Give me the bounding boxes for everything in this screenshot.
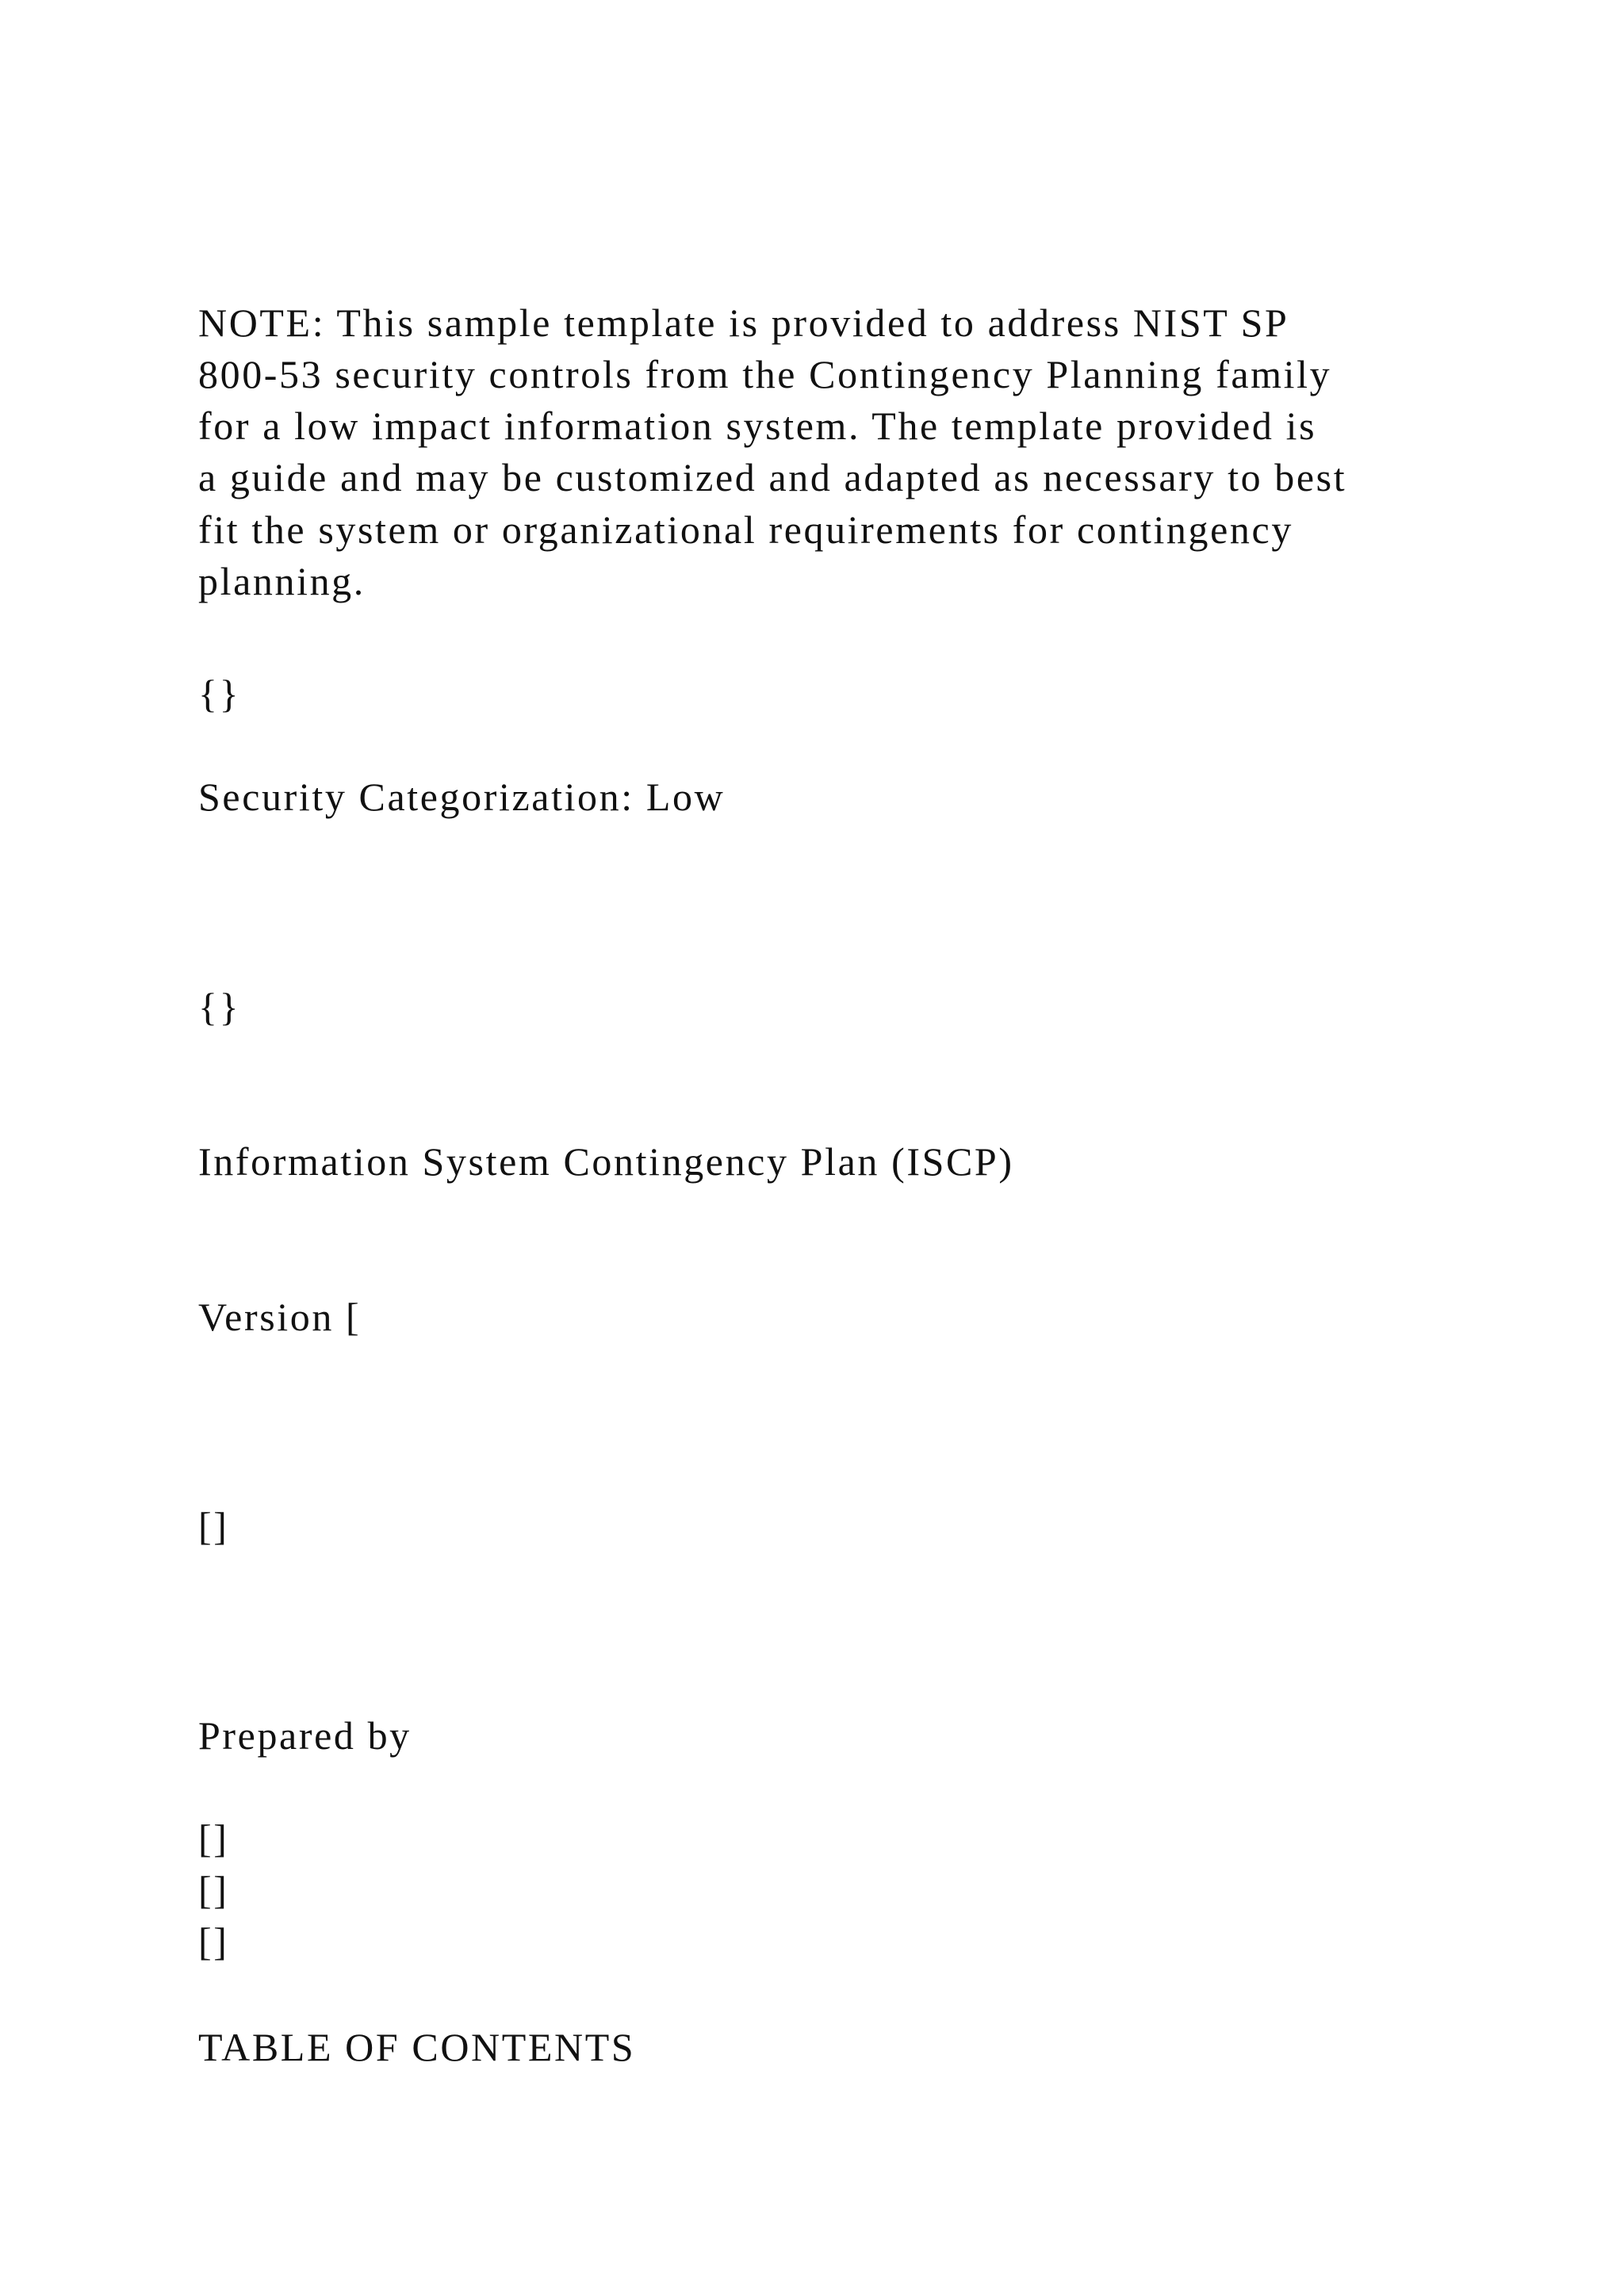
- note-line-2: 800-53 security controls from the Contingency Planning family: [198, 352, 1332, 396]
- toc-heading: TABLE OF CONTENTS: [198, 2025, 636, 2069]
- version-label: Version [: [198, 1295, 362, 1339]
- note-line-5: fit the system or organizational requirements for contingency: [198, 507, 1293, 552]
- note-line-4: a guide and may be customized and adapted as necessary to best: [198, 455, 1347, 499]
- plan-title: Information System Contingency Plan (ISCP): [198, 1139, 1014, 1184]
- placeholder-braces-2: {}: [198, 985, 241, 1029]
- placeholder-braces-1: {}: [198, 672, 241, 716]
- placeholder-brackets-1: []: [198, 1504, 229, 1548]
- note-line-1: NOTE: This sample template is provided to address NIST SP: [198, 300, 1289, 345]
- prepared-by-label: Prepared by: [198, 1713, 412, 1758]
- security-categorization: Security Categorization: Low: [198, 775, 726, 819]
- note-line-6: planning.: [198, 559, 366, 603]
- prepared-by-field-2: []: [198, 1868, 229, 1912]
- prepared-by-field-3: []: [198, 1919, 229, 1964]
- prepared-by-field-1: []: [198, 1816, 229, 1861]
- note-line-3: for a low impact information system. The template provided is: [198, 404, 1317, 448]
